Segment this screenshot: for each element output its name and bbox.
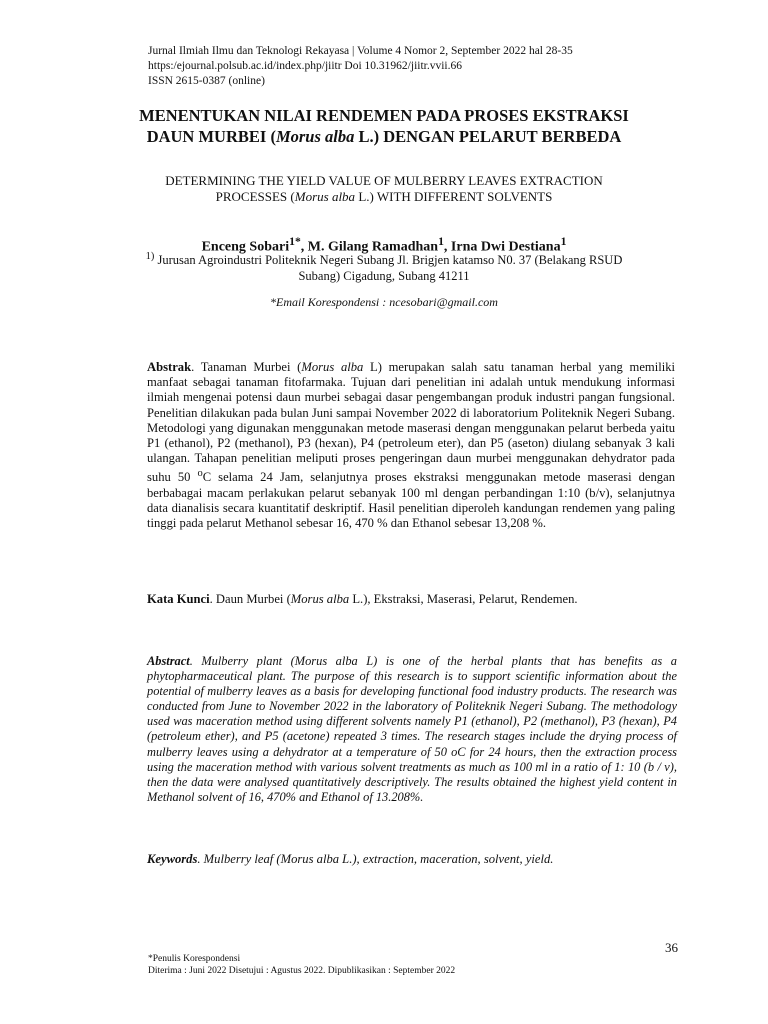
- abstrak-text: . Tanaman Murbei (: [191, 360, 302, 374]
- author-affiliation-mark: 1*: [289, 235, 301, 248]
- kata-kunci-text: . Daun Murbei (: [209, 592, 291, 606]
- title-line-2: [100, 126, 668, 147]
- journal-header: [148, 44, 573, 89]
- page-number: 36: [665, 940, 678, 955]
- abstrak-label: Abstrak: [147, 360, 192, 374]
- title-species: Morus alba: [275, 127, 355, 146]
- abstrak-text: L) merupakan salah satu tanaman herbal yang memiliki manfaat sebagai tanaman fitofarmaka. Tujuan dari penelitian ini adalah untuk mendukung informasi ilmiah mengenai potensi daun murbei sebagai dasar pengembangan produk industri pangan fungsional. Penelitian dilakukan pada bulan Juni sampai November 2022 di laboratorium Politeknik Negeri Subang. Metodologi yang digunakan menggunakan metode maserasi dengan menggunakan pelarut berbeda yaitu P1 (ethanol), P2 (methanol), P3 (hexan), P4 (petroleum eter), dan P5 (aseton) diulang sebanyak 3 kali ulangan. Tahapan penelitian meliputi proses pengeringan daun murbei menggunakan dehydrator pada suhu 50: [147, 360, 676, 485]
- journal-issn: ISSN 2615-0387 (online): [148, 75, 265, 87]
- abstract-text: . Mulberry plant (Morus alba L) is one of the herbal plants that has benefits as a phytopharmaceutical plant. The purpose of this research is to support scientific information about the potential of mulberry leaves as a basis for developing functional food industry products. The research was conducted from June to November 2022 in the laboratory of Politeknik Negeri Subang. The methodology used was maceration method using different solvents namely P1 (ethanol), P2 (methanol), P3 (hexan), P4 (petroleum ether), and P5 (acetone) repeated 3 times. The research stages include the drying process of mulberry leaves using a dehydrator at a temperature of 50 oC for 24 hours, then the extraction process using the maceration method with various solvent treatments as much as 100 ml in a ratio of 1: 10 (b / v), then the data were analysed quantitatively descriptively. The results obtained the highest yield content in Methanol solvent of 16, 470% and Ethanol of 13.208%.: [147, 654, 677, 804]
- author-name: Enceng Sobari: [201, 239, 290, 255]
- abstrak-text: C selama 24 Jam, selanjutnya proses ekstraksi menggunakan metode maserasi dengan berbabagai macam perlakukan pelarut sebanyak 100 ml dengan perbandingan 1:10 (b/v), selanjutnya data dianalisis secara kuantitatif deskriptif. Hasil penelitian diperoleh kandungan rendemen yang paling tinggi pada pelarut Methanol sebesar 16, 470 % dan Ethanol sebesar 13,208 %.: [147, 470, 675, 531]
- english-title-species: Morus alba: [294, 189, 356, 204]
- keywords-label: Keywords: [147, 852, 198, 866]
- keywords-text: . Mulberry leaf (Morus alba L.), extraction, maceration, solvent, yield.: [197, 852, 554, 866]
- kata-kunci-species: Morus alba: [290, 592, 350, 606]
- english-title-text: PROCESSES (: [215, 189, 295, 204]
- footer-correspondence-note: *Penulis Korespondensi: [148, 954, 241, 964]
- degree-mark: o: [197, 468, 203, 480]
- abstract-paragraph: [147, 654, 677, 805]
- kata-kunci-label: Kata Kunci: [147, 592, 210, 606]
- affiliation-mark: 1): [145, 251, 155, 262]
- author-affiliation: [140, 249, 628, 284]
- title-text: DAUN MURBEI (: [146, 127, 276, 146]
- author-name: , M. Gilang Ramadhan: [300, 239, 439, 255]
- page-footer: [148, 953, 455, 977]
- journal-header-line: Jurnal Ilmiah Ilmu dan Teknologi Rekayasa | Volume 4 Nomor 2, September 2022 hal 28-35: [148, 45, 573, 57]
- abstract-label: Abstract: [147, 654, 190, 668]
- abstrak-paragraph: [147, 360, 675, 531]
- kata-kunci-text: L.), Ekstraksi, Maserasi, Pelarut, Rendemen.: [349, 592, 578, 606]
- title-text: L.) DENGAN PELARUT BERBEDA: [354, 127, 622, 146]
- author-affiliation-mark: 1: [560, 235, 567, 248]
- footer-dates: Diterima : Juni 2022 Disetujui : Agustus 2022. Dipublikasikan : September 2022: [148, 966, 456, 976]
- kata-kunci-paragraph: [147, 592, 675, 607]
- author-affiliation-mark: 1: [438, 235, 444, 248]
- journal-url-doi: https:/ejournal.polsub.ac.id/index.php/jiitr Doi 10.31962/jiitr.vvii.66: [148, 60, 462, 72]
- title-line-1: MENENTUKAN NILAI RENDEMEN PADA PROSES EKSTRAKSI: [139, 106, 629, 125]
- english-title-line-2: [150, 189, 618, 205]
- keywords-paragraph: [147, 852, 675, 867]
- paper-english-title: [150, 173, 618, 205]
- author-name: , Irna Dwi Destiana: [443, 239, 561, 255]
- english-title-line-1: DETERMINING THE YIELD VALUE OF MULBERRY LEAVES EXTRACTION: [165, 173, 603, 188]
- english-title-text: L.) WITH DIFFERENT SOLVENTS: [355, 189, 553, 204]
- affiliation-text: Jurusan Agroindustri Politeknik Negeri Subang Jl. Brigjen katamso N0. 37 (Belakang RSUD Subang) Cigadung, Subang 41211: [154, 253, 623, 284]
- correspondence-email: *Email Korespondensi : ncesobari@gmail.com: [270, 295, 498, 309]
- paper-title: [100, 105, 668, 147]
- abstrak-species: Morus alba: [301, 360, 364, 374]
